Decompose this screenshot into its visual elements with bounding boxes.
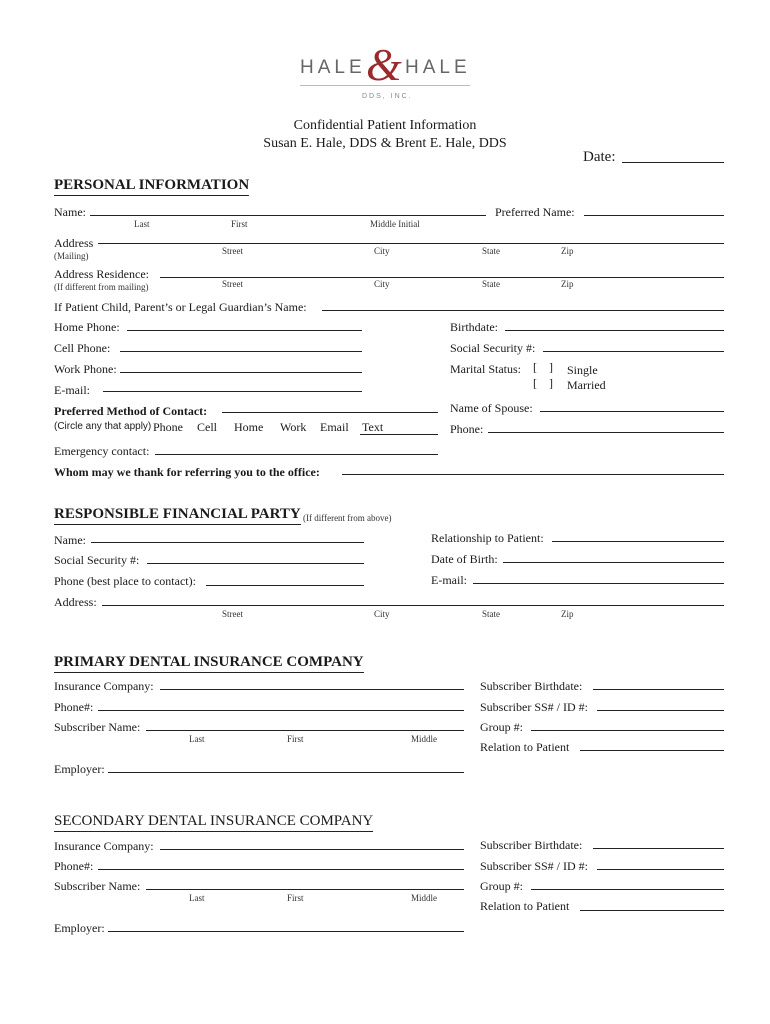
married-checkbox[interactable]: [ ] — [533, 376, 553, 390]
secondary-group-label: Group #: — [480, 879, 523, 893]
logo-word-left: HALE — [300, 57, 366, 78]
primary-group-field[interactable] — [531, 730, 724, 731]
primary-sub-birthdate-field[interactable] — [593, 689, 724, 690]
primary-company-label: Insurance Company: — [54, 679, 154, 693]
relationship-field[interactable] — [552, 541, 724, 542]
emergency-label: Emergency contact: — [54, 444, 150, 458]
preferred-name-field[interactable] — [584, 215, 724, 216]
primary-insurance-heading: PRIMARY DENTAL INSURANCE COMPANY — [54, 654, 364, 673]
logo-word-right: HALE — [405, 57, 471, 78]
guardian-label: If Patient Child, Parent’s or Legal Guardian’s Name: — [54, 300, 307, 314]
financial-name-label: Name: — [54, 533, 86, 547]
street-caption: Street — [222, 246, 243, 256]
birthdate-label: Birthdate: — [450, 320, 498, 334]
street-caption: Street — [222, 279, 243, 289]
financial-phone-label: Phone (best place to contact): — [54, 574, 196, 588]
financial-heading: RESPONSIBLE FINANCIAL PARTY — [54, 506, 301, 525]
contact-underline — [360, 434, 438, 435]
personal-info-heading: PERSONAL INFORMATION — [54, 177, 249, 196]
secondary-phone-label: Phone#: — [54, 859, 94, 873]
mailing-caption: (Mailing) — [54, 251, 89, 261]
email-field[interactable] — [103, 391, 362, 392]
contact-option-cell[interactable]: Cell — [197, 420, 217, 434]
financial-email-field[interactable] — [473, 583, 724, 584]
work-phone-label: Work Phone: — [54, 362, 117, 376]
secondary-group-field[interactable] — [531, 889, 724, 890]
relationship-label: Relationship to Patient: — [431, 531, 544, 545]
street-caption: Street — [222, 609, 243, 619]
birthdate-field[interactable] — [505, 330, 724, 331]
home-phone-label: Home Phone: — [54, 320, 120, 334]
financial-ssn-field[interactable] — [147, 563, 364, 564]
secondary-employer-label: Employer: — [54, 921, 105, 935]
primary-sub-name-label: Subscriber Name: — [54, 720, 141, 734]
logo-ampersand: & — [366, 39, 402, 90]
secondary-relation-field[interactable] — [580, 910, 724, 911]
financial-address-field[interactable] — [102, 605, 724, 606]
secondary-company-field[interactable] — [160, 849, 464, 850]
state-caption: State — [482, 279, 500, 289]
preferred-contact-line — [222, 412, 438, 413]
middle-caption: Middle — [411, 734, 437, 744]
state-caption: State — [482, 246, 500, 256]
financial-ssn-label: Social Security #: — [54, 553, 140, 567]
name-label: Name: — [54, 205, 86, 219]
last-caption: Last — [134, 219, 150, 229]
primary-sub-ssn-label: Subscriber SS# / ID #: — [480, 700, 588, 714]
referral-label: Whom may we thank for referring you to the office: — [54, 465, 320, 479]
primary-employer-field[interactable] — [108, 772, 464, 773]
spouse-field[interactable] — [540, 411, 724, 412]
single-checkbox[interactable]: [ ] — [533, 360, 553, 374]
primary-sub-name-field[interactable] — [146, 730, 464, 731]
home-phone-field[interactable] — [127, 330, 362, 331]
cell-phone-field[interactable] — [120, 351, 362, 352]
primary-sub-ssn-field[interactable] — [597, 710, 724, 711]
cell-phone-label: Cell Phone: — [54, 341, 111, 355]
primary-company-field[interactable] — [160, 689, 464, 690]
first-caption: First — [287, 734, 304, 744]
email-label: E-mail: — [54, 383, 90, 397]
zip-caption: Zip — [561, 279, 574, 289]
primary-relation-field[interactable] — [580, 750, 724, 751]
state-caption: State — [482, 609, 500, 619]
guardian-field[interactable] — [322, 310, 724, 311]
date-label: Date: — [583, 149, 616, 165]
secondary-relation-label: Relation to Patient — [480, 899, 570, 913]
financial-address-label: Address: — [54, 595, 97, 609]
secondary-sub-name-label: Subscriber Name: — [54, 879, 141, 893]
secondary-employer-field[interactable] — [108, 931, 464, 932]
secondary-insurance-heading: SECONDARY DENTAL INSURANCE COMPANY — [54, 813, 373, 832]
financial-name-field[interactable] — [91, 542, 364, 543]
zip-caption: Zip — [561, 246, 574, 256]
logo-subtitle: DDS, INC. — [362, 93, 413, 100]
marital-status-label: Marital Status: — [450, 362, 521, 376]
contact-option-home[interactable]: Home — [234, 420, 264, 434]
single-label: Single — [567, 363, 598, 377]
dob-label: Date of Birth: — [431, 552, 498, 566]
logo-divider — [300, 85, 470, 86]
name-field[interactable] — [90, 215, 486, 216]
financial-email-label: E-mail: — [431, 573, 467, 587]
city-caption: City — [374, 246, 390, 256]
contact-option-work[interactable]: Work — [280, 420, 307, 434]
form-subtitle: Susan E. Hale, DDS & Brent E. Hale, DDS — [263, 136, 507, 151]
spouse-phone-field[interactable] — [488, 432, 724, 433]
primary-relation-label: Relation to Patient — [480, 740, 570, 754]
city-caption: City — [374, 609, 390, 619]
financial-note: (If different from above) — [303, 513, 392, 523]
primary-phone-label: Phone#: — [54, 700, 94, 714]
secondary-sub-ssn-field[interactable] — [597, 869, 724, 870]
married-label: Married — [567, 378, 606, 392]
primary-employer-label: Employer: — [54, 762, 105, 776]
last-caption: Last — [189, 734, 205, 744]
contact-option-phone[interactable]: Phone — [153, 420, 183, 434]
dob-field[interactable] — [503, 562, 724, 563]
if-different-caption: (If different from mailing) — [54, 282, 149, 292]
secondary-sub-ssn-label: Subscriber SS# / ID #: — [480, 859, 588, 873]
primary-phone-field[interactable] — [98, 710, 464, 711]
form-title: Confidential Patient Information — [293, 118, 477, 133]
middle-caption: Middle — [411, 893, 437, 903]
preferred-name-label: Preferred Name: — [495, 205, 575, 219]
contact-option-email[interactable]: Email — [320, 420, 349, 434]
work-phone-field[interactable] — [120, 372, 362, 373]
first-caption: First — [287, 893, 304, 903]
address-label: Address — [54, 236, 94, 250]
city-caption: City — [374, 279, 390, 289]
zip-caption: Zip — [561, 609, 574, 619]
address-residence-label: Address Residence: — [54, 267, 149, 281]
primary-sub-birthdate-label: Subscriber Birthdate: — [480, 679, 583, 693]
secondary-sub-birthdate-field[interactable] — [593, 848, 724, 849]
first-caption: First — [231, 219, 248, 229]
primary-group-label: Group #: — [480, 720, 523, 734]
contact-option-text[interactable]: Text — [362, 420, 384, 434]
referral-field[interactable] — [342, 474, 724, 475]
ssn-label: Social Security #: — [450, 341, 536, 355]
secondary-sub-name-field[interactable] — [146, 889, 464, 890]
ssn-field[interactable] — [543, 351, 724, 352]
spouse-phone-label: Phone: — [450, 422, 484, 436]
date-field[interactable] — [622, 162, 724, 163]
preferred-contact-label: Preferred Method of Contact: — [54, 404, 208, 418]
mailing-address-field[interactable] — [98, 243, 724, 244]
spouse-label: Name of Spouse: — [450, 401, 533, 415]
secondary-sub-birthdate-label: Subscriber Birthdate: — [480, 838, 583, 852]
last-caption: Last — [189, 893, 205, 903]
emergency-field[interactable] — [155, 454, 438, 455]
secondary-phone-field[interactable] — [98, 869, 464, 870]
financial-phone-field[interactable] — [206, 585, 364, 586]
circle-caption: (Circle any that apply) — [54, 421, 152, 432]
middle-initial-caption: Middle Initial — [370, 219, 420, 229]
secondary-company-label: Insurance Company: — [54, 839, 154, 853]
residence-address-field[interactable] — [160, 277, 724, 278]
